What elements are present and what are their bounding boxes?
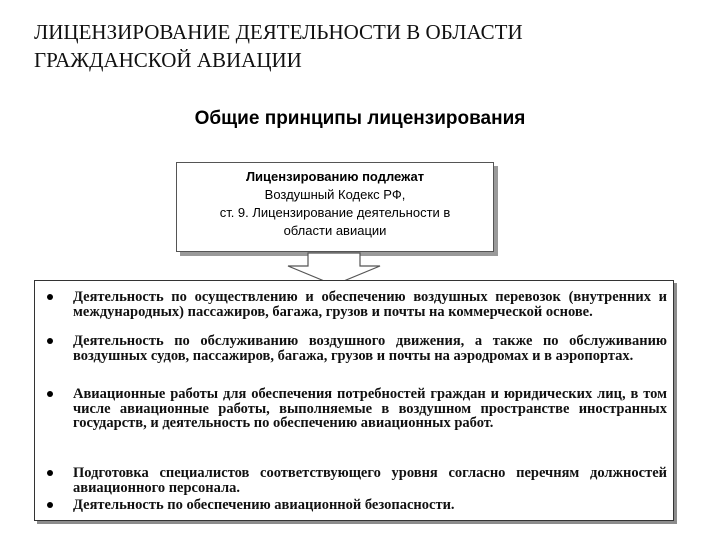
page-title bbox=[34, 18, 694, 74]
subtitle: Общие принципы лицензирования bbox=[194, 108, 526, 129]
source-box bbox=[176, 162, 494, 252]
licensed-activities-list bbox=[34, 280, 674, 521]
bullet-icon bbox=[47, 502, 53, 508]
bullet-icon bbox=[47, 338, 53, 344]
list-item-text: Авиационные работы для обеспечения потребностей граждан и юридических лиц, в том числе авиационные работы, выполняемые в воздушном пространстве иностранных государств, и деятельность по обеспечению авиационных работ. bbox=[73, 386, 667, 432]
list-item-text: Подготовка специалистов соответствующего уровня согласно перечням должностей авиационного персонала. bbox=[73, 465, 667, 496]
source-line-3: области авиации bbox=[283, 223, 387, 238]
list-item bbox=[47, 498, 667, 513]
source-line-2: ст. 9. Лицензирование деятельности в bbox=[219, 205, 451, 220]
list-item-text: Деятельность по обслуживанию воздушного движения, а также по обслуживанию воздушных судов, пассажиров, багажа, грузов и почты на аэродромах и в аэропортах. bbox=[73, 333, 667, 364]
list-item bbox=[47, 466, 667, 495]
list-item-text: Деятельность по обеспечению авиационной безопасности. bbox=[73, 497, 455, 513]
title-line-2: ГРАЖДАНСКОЙ АВИАЦИИ bbox=[34, 48, 302, 72]
source-line-1: Воздушный Кодекс РФ, bbox=[264, 187, 406, 202]
title-line-1: ЛИЦЕНЗИРОВАНИЕ ДЕЯТЕЛЬНОСТИ В ОБЛАСТИ bbox=[34, 20, 523, 44]
bullet-icon bbox=[47, 470, 53, 476]
list-item bbox=[47, 334, 667, 363]
source-heading: Лицензированию подлежат bbox=[245, 169, 425, 184]
list-item bbox=[47, 290, 667, 319]
list-item bbox=[47, 387, 667, 431]
bullet-icon bbox=[47, 294, 53, 300]
list-item-text: Деятельность по осуществлению и обеспечению воздушных перевозок (внутренних и международных) пассажиров, багажа, грузов и почты на коммерческой основе. bbox=[73, 289, 667, 320]
bullet-icon bbox=[47, 391, 53, 397]
